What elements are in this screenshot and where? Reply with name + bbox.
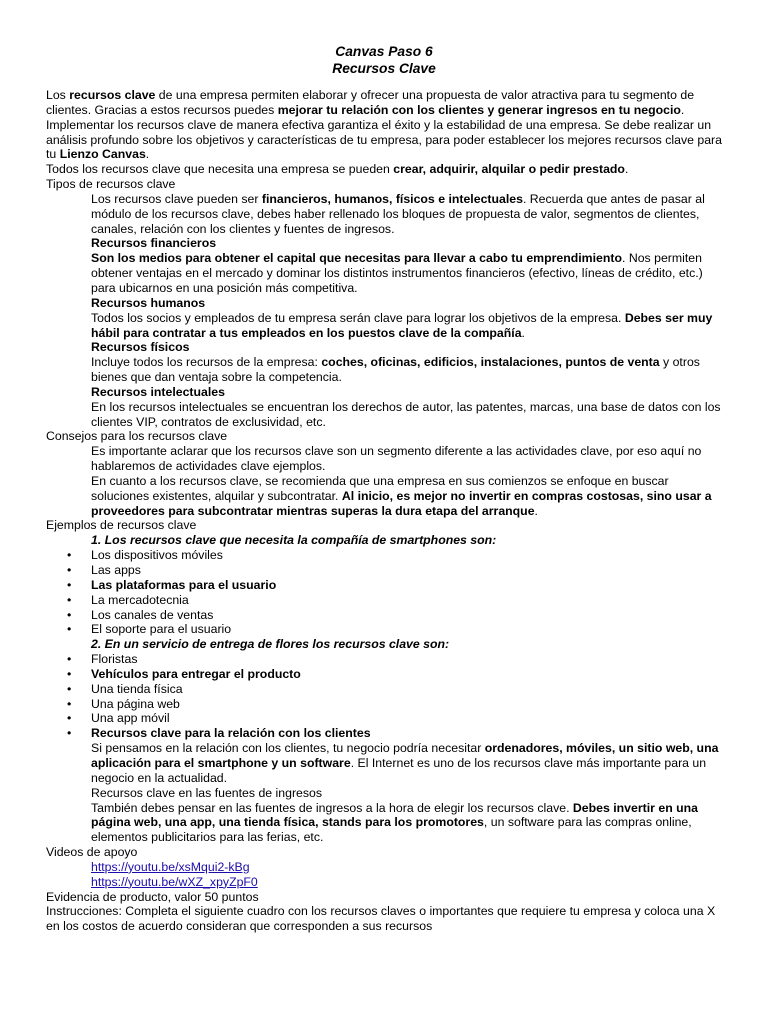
text-run-bold: Son los medios para obtener el capital que necesitas para llevar a cabo tu emprendimiento: [91, 251, 622, 266]
text-run-bold: Recursos clave para la relación con los clientes: [91, 726, 371, 741]
intro-paragraph-3: [46, 162, 722, 177]
text-run: Implementar los recursos clave de manera efectiva garantiza el éxito y la estabilidad de una empresa. Se debe realizar un análisis profundo sobre los objetivos y características de tu empresa, para poder establecer los mejores recursos clave para tu: [46, 117, 722, 162]
text-run-bold: Al inicio, es mejor no invertir en compras costosas, sino usar a proveedores para subcontratar mientras superas la dura etapa del arranque: [91, 488, 712, 518]
section-heading-consejos: Consejos para los recursos clave: [46, 429, 228, 444]
text-run: .: [521, 325, 525, 340]
intro-paragraph-2: [46, 118, 722, 163]
text-run: Si pensamos en la relación con los clientes, tu negocio podría necesitar: [91, 741, 485, 756]
text-run: .: [534, 503, 538, 518]
text-run: , un software para las compras online, elementos publicitarios para las ferias, etc.: [91, 815, 692, 845]
list-item: • Una tienda física: [46, 682, 722, 697]
title-block: [46, 44, 722, 77]
text-run-bold: crear, adquirir, alquilar o pedir prestado: [393, 162, 625, 177]
text-run-bold: ordenadores, móviles, un sitio web, una aplicación para el smartphone y un software: [91, 741, 719, 770]
text-run: Todos los recursos clave que necesita una empresa se pueden: [46, 162, 394, 177]
section-heading-ejemplos: Ejemplos de recursos clave: [46, 518, 197, 533]
intelectuales-paragraph: En los recursos intelectuales se encuentran los derechos de autor, las patentes, marcas, una base de datos con los clientes VIP, contratos de exclusividad, etc.: [91, 399, 721, 429]
list-item: • Floristas: [46, 652, 722, 667]
text-run-bold: Las plataformas para el usuario: [91, 577, 277, 592]
relacion-paragraph: [46, 741, 722, 786]
text-run-bold: Vehículos para entregar el producto: [91, 666, 301, 681]
example-2-title: 2. En un servicio de entrega de flores los recursos clave son:: [91, 637, 450, 652]
list-item: [46, 726, 722, 741]
text-run-bold: Recursos físicos: [91, 340, 190, 355]
text-run-bold: mejorar tu relación con los clientes y generar ingresos en tu negocio: [277, 102, 681, 117]
text-run: Todos los socios y empleados de tu empresa serán clave para lograr los objetivos de la empresa.: [91, 310, 625, 325]
text-run: En cuanto a los recursos clave, se recomienda que una empresa en sus comienzos se enfoque en buscar soluciones existentes, alquilar y subcontratar.: [91, 473, 669, 503]
section-heading-videos: Videos de apoyo: [46, 845, 138, 860]
consejos-paragraph-1: Es importante aclarar que los recursos clave son un segmento diferente a las actividades clave, por eso aquí no hablaremos de actividades clave ejemplos.: [91, 444, 702, 474]
page-title: Canvas Paso 6: [335, 44, 433, 59]
tipos-paragraph: [46, 192, 722, 237]
fuentes-paragraph: [46, 801, 722, 846]
text-run: .: [624, 162, 629, 177]
video-link-1[interactable]: https://youtu.be/xsMqui2-kBg: [91, 859, 250, 874]
list-item: • Una página web: [46, 697, 722, 712]
video-link-2[interactable]: https://youtu.be/wXZ_xpyZpF0: [91, 874, 258, 889]
text-run-bold: Debes invertir en una página web, una app, una tienda física, stands para los promotores: [91, 800, 698, 830]
section-heading-tipos: Tipos de recursos clave: [46, 177, 176, 192]
text-run-bold: coches, oficinas, edificios, instalaciones, puntos de venta: [321, 355, 660, 370]
document-page: [46, 44, 722, 934]
text-run: .: [680, 102, 685, 117]
text-run: y otros bienes que dan ventaja sobre la competencia.: [91, 355, 700, 385]
video-link-row-1: [46, 860, 722, 875]
text-run: También debes pensar en las fuentes de ingresos a la hora de elegir los recursos clave.: [91, 800, 573, 815]
text-run-bold: Debes ser muy hábil para contratar a tus empleados en los puestos clave de la compañía: [91, 310, 713, 340]
intro-paragraph-1: [46, 88, 722, 118]
text-run-bold: Recursos humanos: [91, 295, 206, 310]
evidencia-line: Evidencia de producto, valor 50 puntos: [46, 889, 259, 904]
example-1-title: 1. Los recursos clave que necesita la compañía de smartphones son:: [91, 533, 497, 548]
subheading-financieros: [46, 236, 722, 251]
text-run-bold: recursos clave: [69, 88, 156, 102]
list-item: • Los canales de ventas: [46, 608, 722, 623]
subheading-intelectuales: [46, 385, 722, 400]
list-item: • El soporte para el usuario: [46, 622, 722, 637]
text-run: Los recursos clave pueden ser: [91, 191, 262, 206]
instrucciones-paragraph: Instrucciones: Completa el siguiente cuadro con los recursos claves o importantes que requiere tu empresa y coloca una X en los costos de acuerdo consideran que corresponden a sus recursos: [46, 904, 716, 934]
text-run: . Nos permiten obtener ventajas en el mercado y dominar los distintos instrumentos financieros (efectivo, líneas de crédito, etc.) para ubicarnos en una posición más competitiva.: [91, 251, 703, 295]
subheading-humanos: [46, 296, 722, 311]
text-run: de una empresa permiten elaborar y ofrecer una propuesta de valor atractiva para tu segmento de clientes. Gracias a estos recursos puedes: [46, 88, 695, 117]
list-item: • Una app móvil: [46, 711, 722, 726]
text-run-bold: Recursos intelectuales: [91, 384, 225, 399]
subheading-fisicos: [46, 340, 722, 355]
financieros-paragraph: [46, 251, 722, 296]
text-run: Incluye todos los recursos de la empresa:: [91, 355, 322, 370]
list-item: • La mercadotecnia: [46, 593, 722, 608]
video-link-row-2: [46, 875, 722, 890]
text-run-bold: financieros, humanos, físicos e intelectuales: [261, 191, 523, 206]
list-item: [46, 578, 722, 593]
text-run: .: [145, 147, 150, 162]
page-subtitle: Recursos Clave: [332, 60, 436, 76]
fisicos-paragraph: [46, 355, 722, 385]
text-run: . Recuerda que antes de pasar al módulo de los recursos clave, debes haber rellenado los bloques de propuesta de valor, segmentos de clientes, canales, relación con los clientes y fuentes de ingresos.: [91, 191, 705, 236]
list-item: • Los dispositivos móviles: [46, 548, 722, 563]
text-run: . El Internet es uno de los recursos clave más importante para un negocio en la actualidad.: [91, 755, 707, 785]
text-run: Los: [46, 88, 70, 102]
list-item: • Las apps: [46, 563, 722, 578]
subheading-fuentes: Recursos clave en las fuentes de ingresos: [91, 785, 323, 800]
text-run-bold: Recursos financieros: [91, 236, 217, 251]
list-item: [46, 667, 722, 682]
text-run-bold: Lienzo Canvas: [59, 147, 146, 162]
humanos-paragraph: [46, 311, 722, 341]
consejos-paragraph-2: [46, 474, 722, 519]
